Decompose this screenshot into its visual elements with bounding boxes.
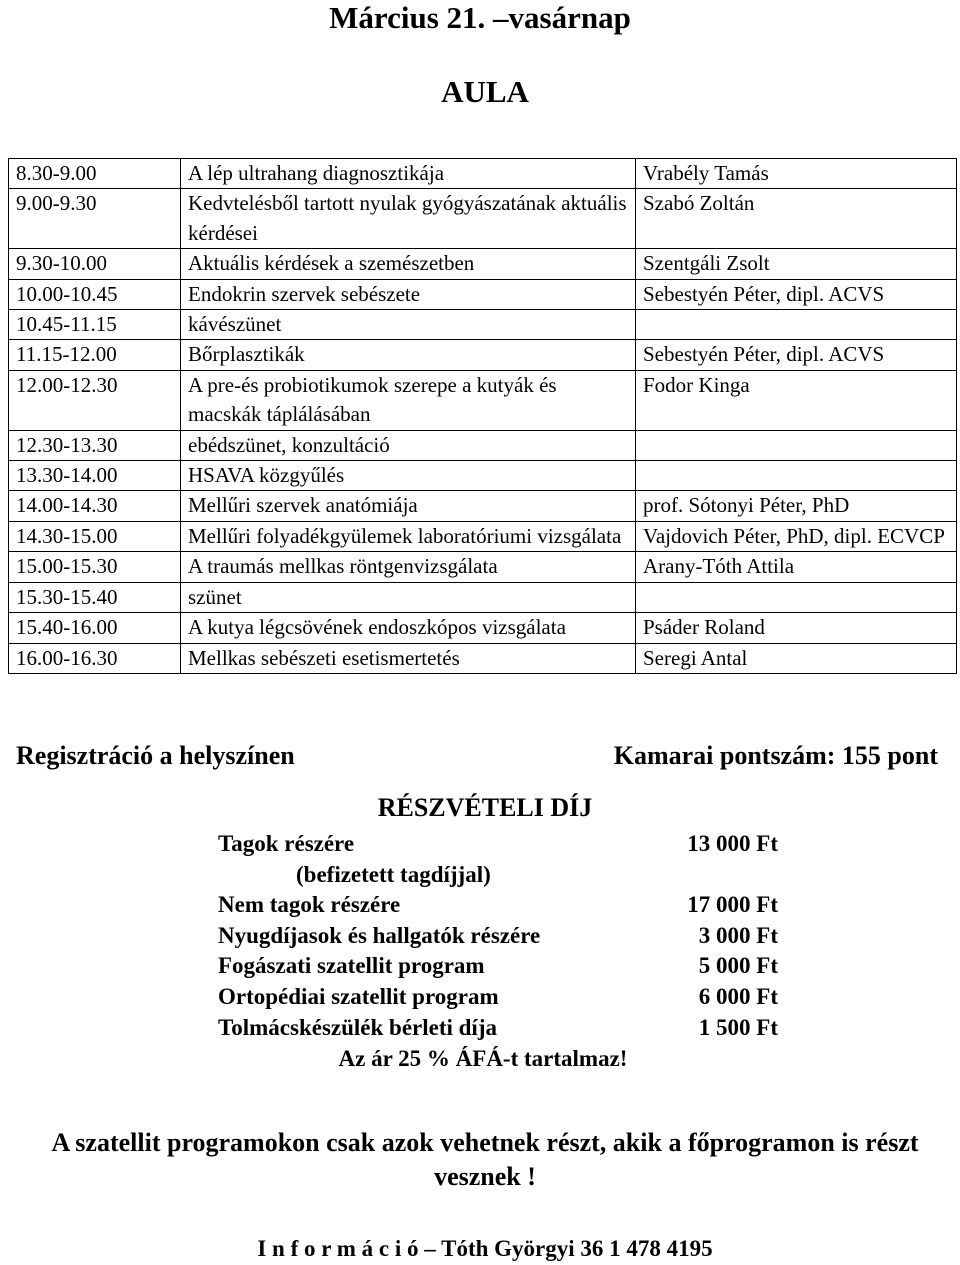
schedule-row (9, 582, 957, 612)
schedule-row (9, 249, 957, 279)
schedule-row (9, 430, 957, 460)
schedule-time: 15.00-15.30 (9, 552, 181, 582)
fee-row (218, 1013, 778, 1044)
schedule-time: 10.00-10.45 (9, 279, 181, 309)
schedule-table (8, 158, 957, 674)
schedule-time: 16.00-16.30 (9, 643, 181, 673)
fee-amount: 1 500 Ft (698, 1014, 778, 1040)
fee-vat-note: Az ár 25 % ÁFÁ-t tartalmaz! (338, 1046, 628, 1071)
schedule-row (9, 521, 957, 551)
schedule-speaker: Szabó Zoltán (636, 189, 957, 249)
schedule-topic: Mellűri szervek anatómiája (181, 491, 636, 521)
fee-row (218, 982, 778, 1013)
schedule-topic: Kedvtelésből tartott nyulak gyógyászatának aktuális kérdései (181, 189, 636, 249)
schedule-row (9, 643, 957, 673)
fee-amount: 3 000 Ft (698, 922, 778, 948)
schedule-speaker: Arany-Tóth Attila (636, 552, 957, 582)
schedule-topic: Bőrplasztikák (181, 340, 636, 370)
fee-amount: 17 000 Ft (687, 892, 778, 918)
schedule-time: 10.45-11.15 (9, 310, 181, 340)
schedule-topic: A kutya légcsövének endoszkópos vizsgálata (181, 613, 636, 643)
schedule-speaker: Seregi Antal (636, 643, 957, 673)
schedule-speaker (636, 461, 957, 491)
schedule-time: 15.40-16.00 (9, 613, 181, 643)
fee-label: (befizetett tagdíjjal) (296, 861, 491, 887)
fee-label: Nyugdíjasok és hallgatók részére (218, 922, 541, 948)
schedule-time: 12.30-13.30 (9, 430, 181, 460)
schedule-topic: szünet (181, 582, 636, 612)
fee-list (218, 829, 778, 1043)
fee-label: Fogászati szatellit program (218, 953, 485, 979)
fee-row (218, 860, 778, 891)
schedule-body (9, 159, 957, 674)
schedule-speaker: Szentgáli Zsolt (636, 249, 957, 279)
schedule-speaker: Sebestyén Péter, dipl. ACVS (636, 279, 957, 309)
schedule-topic: ebédszünet, konzultáció (181, 430, 636, 460)
schedule-time: 9.00-9.30 (9, 189, 181, 249)
schedule-topic: Mellkas sebészeti esetismertetés (181, 643, 636, 673)
schedule-speaker: Vrabély Tamás (636, 159, 957, 189)
schedule-speaker: Sebestyén Péter, dipl. ACVS (636, 340, 957, 370)
fee-row (218, 829, 778, 860)
schedule-speaker (636, 310, 957, 340)
schedule-row (9, 310, 957, 340)
schedule-speaker: Psáder Roland (636, 613, 957, 643)
fee-amount: 5 000 Ft (698, 953, 778, 979)
schedule-row (9, 189, 957, 249)
schedule-topic: A traumás mellkas röntgenvizsgálata (181, 552, 636, 582)
schedule-speaker (636, 430, 957, 460)
contact-info: I n f o r m á c i ó – Tóth Györgyi 36 1 478 4195 (257, 1236, 713, 1261)
fee-label: Tagok részére (218, 831, 355, 856)
schedule-time: 11.15-12.00 (9, 340, 181, 370)
schedule-time: 9.30-10.00 (9, 249, 181, 279)
fee-row (218, 921, 778, 952)
schedule-topic: Endokrin szervek sebészete (181, 279, 636, 309)
page-title-room: AULA (441, 74, 529, 109)
schedule-row (9, 461, 957, 491)
schedule-time: 13.30-14.00 (9, 461, 181, 491)
fee-amount: 6 000 Ft (698, 983, 778, 1009)
schedule-row (9, 279, 957, 309)
schedule-row (9, 613, 957, 643)
schedule-topic: HSAVA közgyűlés (181, 461, 636, 491)
schedule-time: 15.30-15.40 (9, 582, 181, 612)
schedule-speaker: prof. Sótonyi Péter, PhD (636, 491, 957, 521)
schedule-row (9, 491, 957, 521)
fee-label: Ortopédiai szatellit program (218, 983, 499, 1009)
fee-amount: 13 000 Ft (687, 831, 778, 856)
schedule-row (9, 340, 957, 370)
schedule-speaker: Fodor Kinga (636, 370, 957, 430)
schedule-time: 14.00-14.30 (9, 491, 181, 521)
registration-note: Regisztráció a helyszínen (16, 741, 295, 770)
fee-row (218, 890, 778, 921)
fee-label: Tolmácskészülék bérleti díja (218, 1014, 497, 1040)
schedule-topic: kávészünet (181, 310, 636, 340)
schedule-speaker (636, 582, 957, 612)
schedule-time: 12.00-12.30 (9, 370, 181, 430)
schedule-topic: Aktuális kérdések a szemészetben (181, 249, 636, 279)
page-title-date: Március 21. –vasárnap (329, 0, 631, 35)
schedule-topic: Mellűri folyadékgyülemek laboratóriumi vizsgálata (181, 521, 636, 551)
fee-label: Nem tagok részére (218, 892, 401, 918)
schedule-speaker: Vajdovich Péter, PhD, dipl. ECVCP (636, 521, 957, 551)
schedule-row (9, 159, 957, 189)
satellite-program-note: A szatellit programokon csak azok vehetnek részt, akik a főprogramon is részt vesznek ! (51, 1128, 919, 1191)
fee-title: RÉSZVÉTELI DÍJ (377, 793, 593, 822)
schedule-row (9, 370, 957, 430)
schedule-time: 8.30-9.00 (9, 159, 181, 189)
fee-row (218, 951, 778, 982)
schedule-row (9, 552, 957, 582)
credit-points: Kamarai pontszám: 155 pont (613, 741, 938, 770)
schedule-topic: A pre-és probiotikumok szerepe a kutyák és macskák táplálásában (181, 370, 636, 430)
schedule-topic: A lép ultrahang diagnosztikája (181, 159, 636, 189)
schedule-time: 14.30-15.00 (9, 521, 181, 551)
